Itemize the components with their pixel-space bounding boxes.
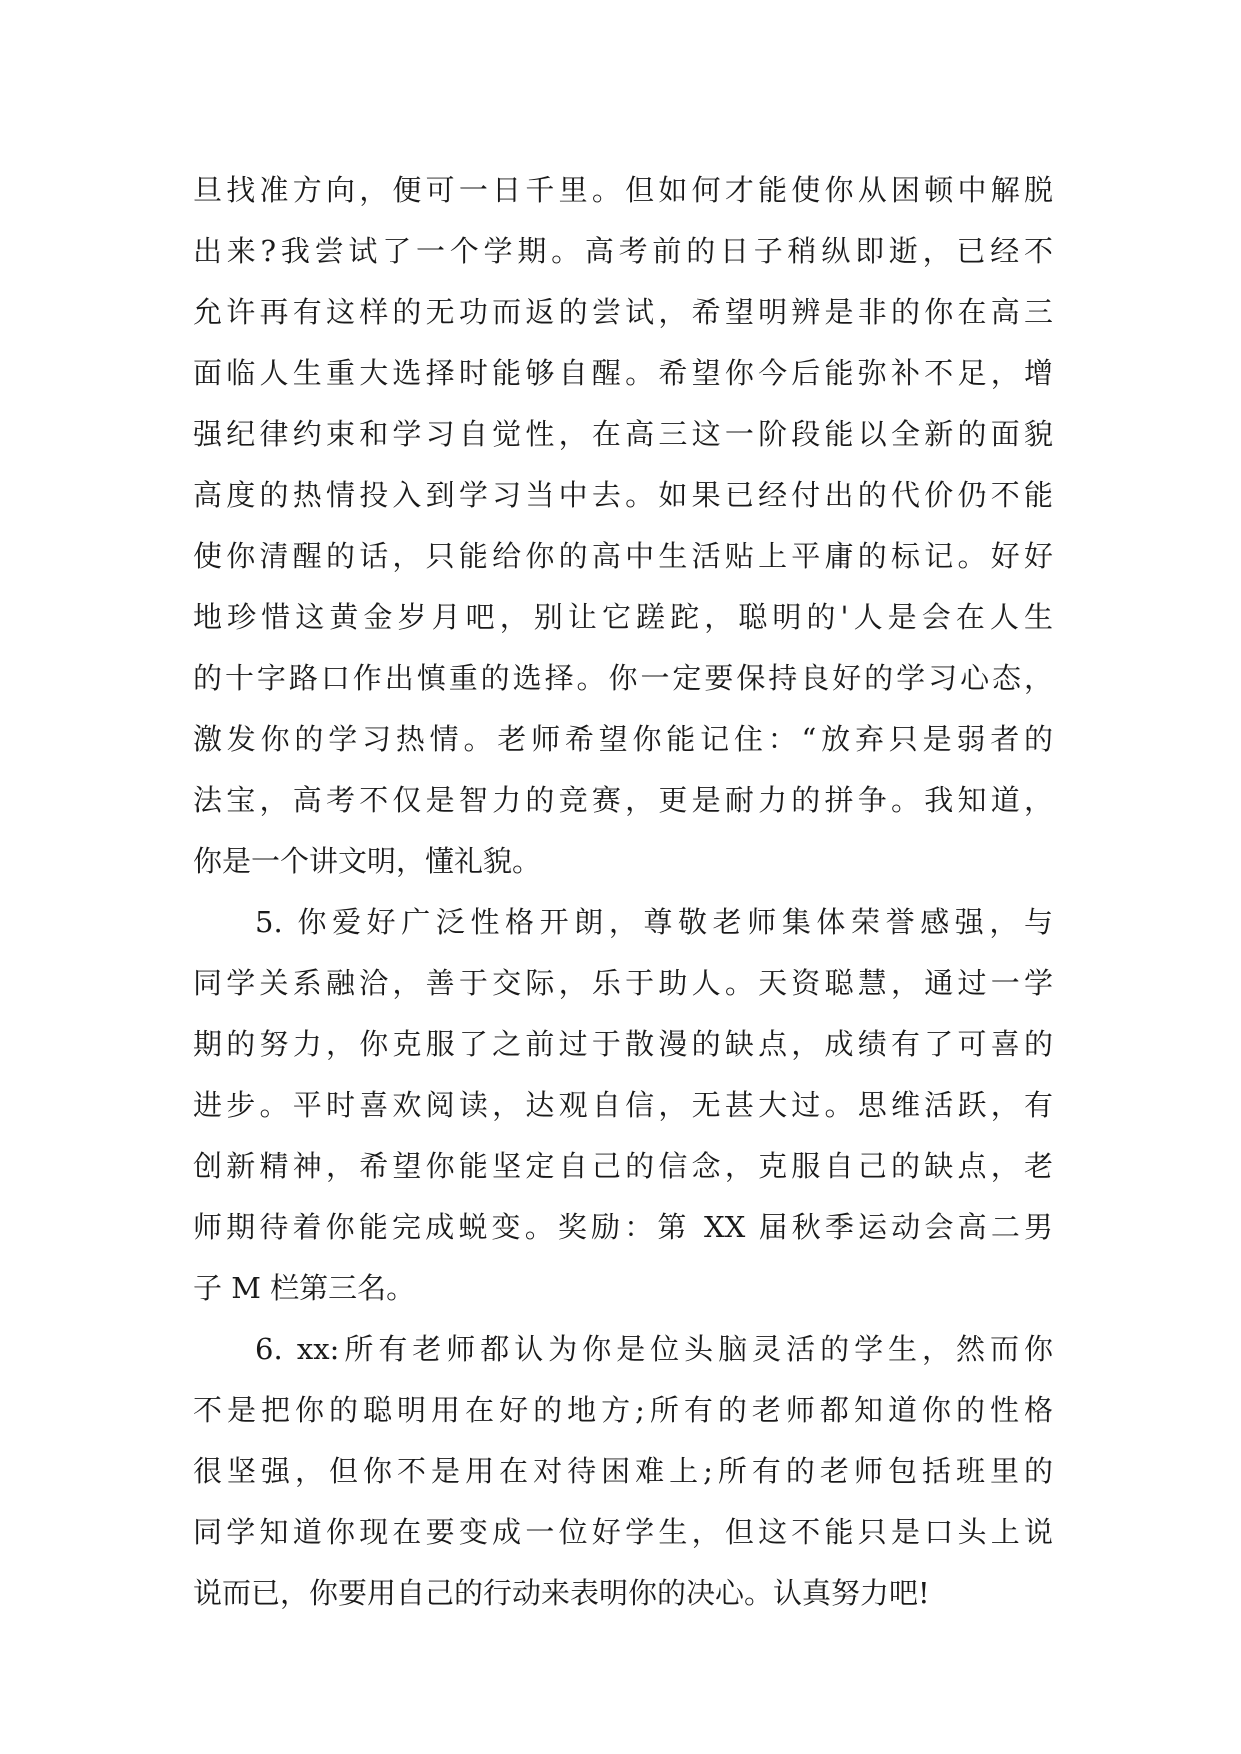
- text-line: 使你清醒的话，只能给你的高中生活贴上平庸的标记。好好: [193, 539, 1053, 573]
- text-line: 法宝，高考不仅是智力的竞赛，更是耐力的拼争。我知道，: [193, 783, 1053, 817]
- document-body: [193, 160, 1053, 1624]
- text-line: 强纪律约束和学习自觉性，在高三这一阶段能以全新的面貌: [193, 417, 1053, 451]
- text-line: 地珍惜这黄金岁月吧，别让它蹉跎，聪明的'人是会在人生: [193, 600, 1053, 634]
- text-line: 你是一个讲文明，懂礼貌。: [193, 844, 542, 878]
- text-line: 同学关系融洽，善于交际，乐于助人。天资聪慧，通过一学: [193, 966, 1053, 1000]
- text-line: 的十字路口作出慎重的选择。你一定要保持良好的学习心态，: [193, 661, 1053, 695]
- text-line: 子 M 栏第三名。: [193, 1271, 416, 1305]
- text-line: 创新精神，希望你能坚定自己的信念，克服自己的缺点，老: [193, 1149, 1053, 1183]
- text-line: 激发你的学习热情。老师希望你能记住：“放弃只是弱者的: [193, 722, 1053, 756]
- text-line: 面临人生重大选择时能够自醒。希望你今后能弥补不足，增: [193, 356, 1053, 390]
- text-line: 6. xx:所有老师都认为你是位头脑灵活的学生，然而你: [255, 1332, 1053, 1366]
- text-line: 允许再有这样的无功而返的尝试，希望明辨是非的你在高三: [193, 295, 1053, 329]
- text-line: 说而已，你要用自己的行动来表明你的决心。认真努力吧!: [193, 1576, 930, 1610]
- text-line: 高度的热情投入到学习当中去。如果已经付出的代价仍不能: [193, 478, 1053, 512]
- text-line: 师期待着你能完成蜕变。奖励：第 XX 届秋季运动会高二男: [193, 1210, 1053, 1244]
- text-line: 出来?我尝试了一个学期。高考前的日子稍纵即逝，已经不: [193, 234, 1053, 268]
- text-line: 旦找准方向，便可一日千里。但如何才能使你从困顿中解脱: [193, 173, 1053, 207]
- text-line: 同学知道你现在要变成一位好学生，但这不能只是口头上说: [193, 1515, 1053, 1549]
- text-line: 5. 你爱好广泛性格开朗，尊敬老师集体荣誉感强，与: [255, 905, 1053, 939]
- text-line: 很坚强，但你不是用在对待困难上;所有的老师包括班里的: [193, 1454, 1053, 1488]
- text-line: 进步。平时喜欢阅读，达观自信，无甚大过。思维活跃，有: [193, 1088, 1053, 1122]
- text-line: 不是把你的聪明用在好的地方;所有的老师都知道你的性格: [193, 1393, 1053, 1427]
- text-line: 期的努力，你克服了之前过于散漫的缺点，成绩有了可喜的: [193, 1027, 1053, 1061]
